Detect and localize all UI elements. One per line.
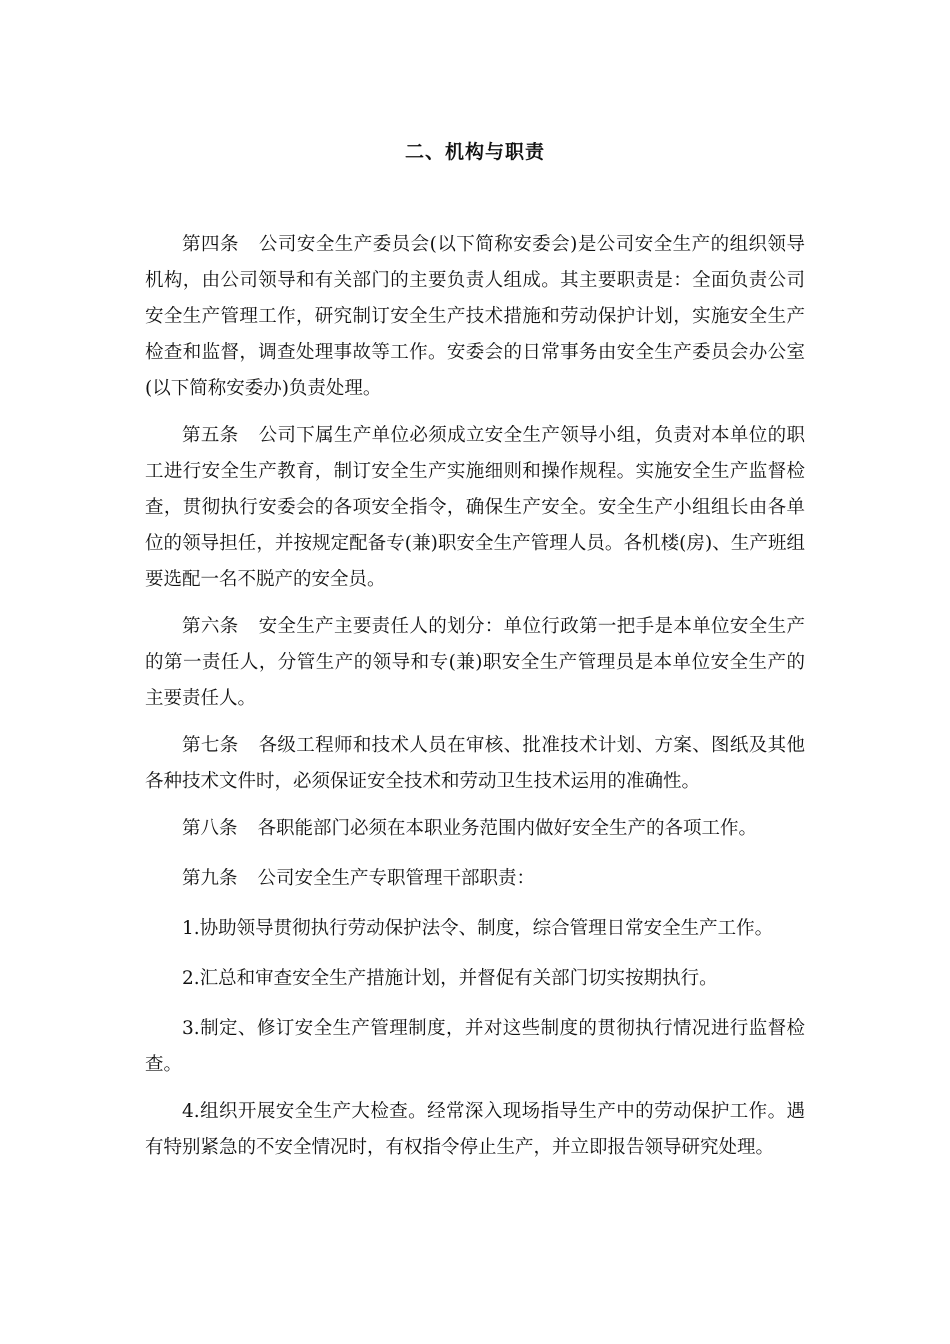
article-number: 第九条 <box>182 868 238 889</box>
article-8-paragraph <box>145 811 805 847</box>
duty-item-3: 3.制定、修订安全生产管理制度，并对这些制度的贯彻执行情况进行监督检查。 <box>145 1018 805 1075</box>
duty-item-4: 4.组织开展安全生产大检查。经常深入现场指导生产中的劳动保护工作。遇有特别紧急的不安全情况时，有权指令停止生产，并立即报告领导研究处理。 <box>145 1101 805 1158</box>
article-number: 第六条 <box>182 616 239 637</box>
duty-item-2: 2.汇总和审查安全生产措施计划，并督促有关部门切实按期执行。 <box>182 968 718 989</box>
article-7-paragraph <box>145 728 805 800</box>
article-number: 第八条 <box>182 818 238 839</box>
article-number: 第七条 <box>182 735 239 756</box>
article-text: 各级工程师和技术人员在审核、批准技术计划、方案、图纸及其他各种技术文件时，必须保证安全技术和劳动卫生技术运用的准确性。 <box>145 735 805 792</box>
duty-item-1: 1.协助领导贯彻执行劳动保护法令、制度，综合管理日常安全生产工作。 <box>182 918 774 939</box>
article-text: 各职能部门必须在本职业务范围内做好安全生产的各项工作。 <box>257 818 758 839</box>
article-6-paragraph <box>145 609 805 717</box>
article-4-paragraph <box>145 227 805 407</box>
document-body <box>145 227 805 1177</box>
article-9-paragraph <box>145 861 805 897</box>
article-text: 公司安全生产专职管理干部职责： <box>257 868 536 889</box>
article-text: 安全生产主要责任人的划分：单位行政第一把手是本单位安全生产的第一责任人，分管生产的领导和专(兼)职安全生产管理员是本单位安全生产的主要责任人。 <box>145 616 805 709</box>
article-number: 第五条 <box>182 425 239 446</box>
article-number: 第四条 <box>182 234 239 255</box>
section-title: 二、机构与职责 <box>404 141 545 163</box>
article-text: 公司安全生产委员会(以下简称安委会)是公司安全生产的组织领导机构，由公司领导和有关部门的主要负责人组成。其主要职责是：全面负责公司安全生产管理工作，研究制订安全生产技术措施和劳动保护计划，实施安全生产检查和监督，调查处理事故等工作。安委会的日常事务由安全生产委员会办公室(以下简称安委办)负责处理。 <box>145 234 805 399</box>
article-text: 公司下属生产单位必须成立安全生产领导小组，负责对本单位的职工进行安全生产教育，制订安全生产实施细则和操作规程。实施安全生产监督检查，贯彻执行安委会的各项安全指令，确保生产安全。安全生产小组组长由各单位的领导担任，并按规定配备专(兼)职安全生产管理人员。各机楼(房)、生产班组要选配一名不脱产的安全员。 <box>145 425 805 590</box>
article-5-paragraph <box>145 418 805 598</box>
